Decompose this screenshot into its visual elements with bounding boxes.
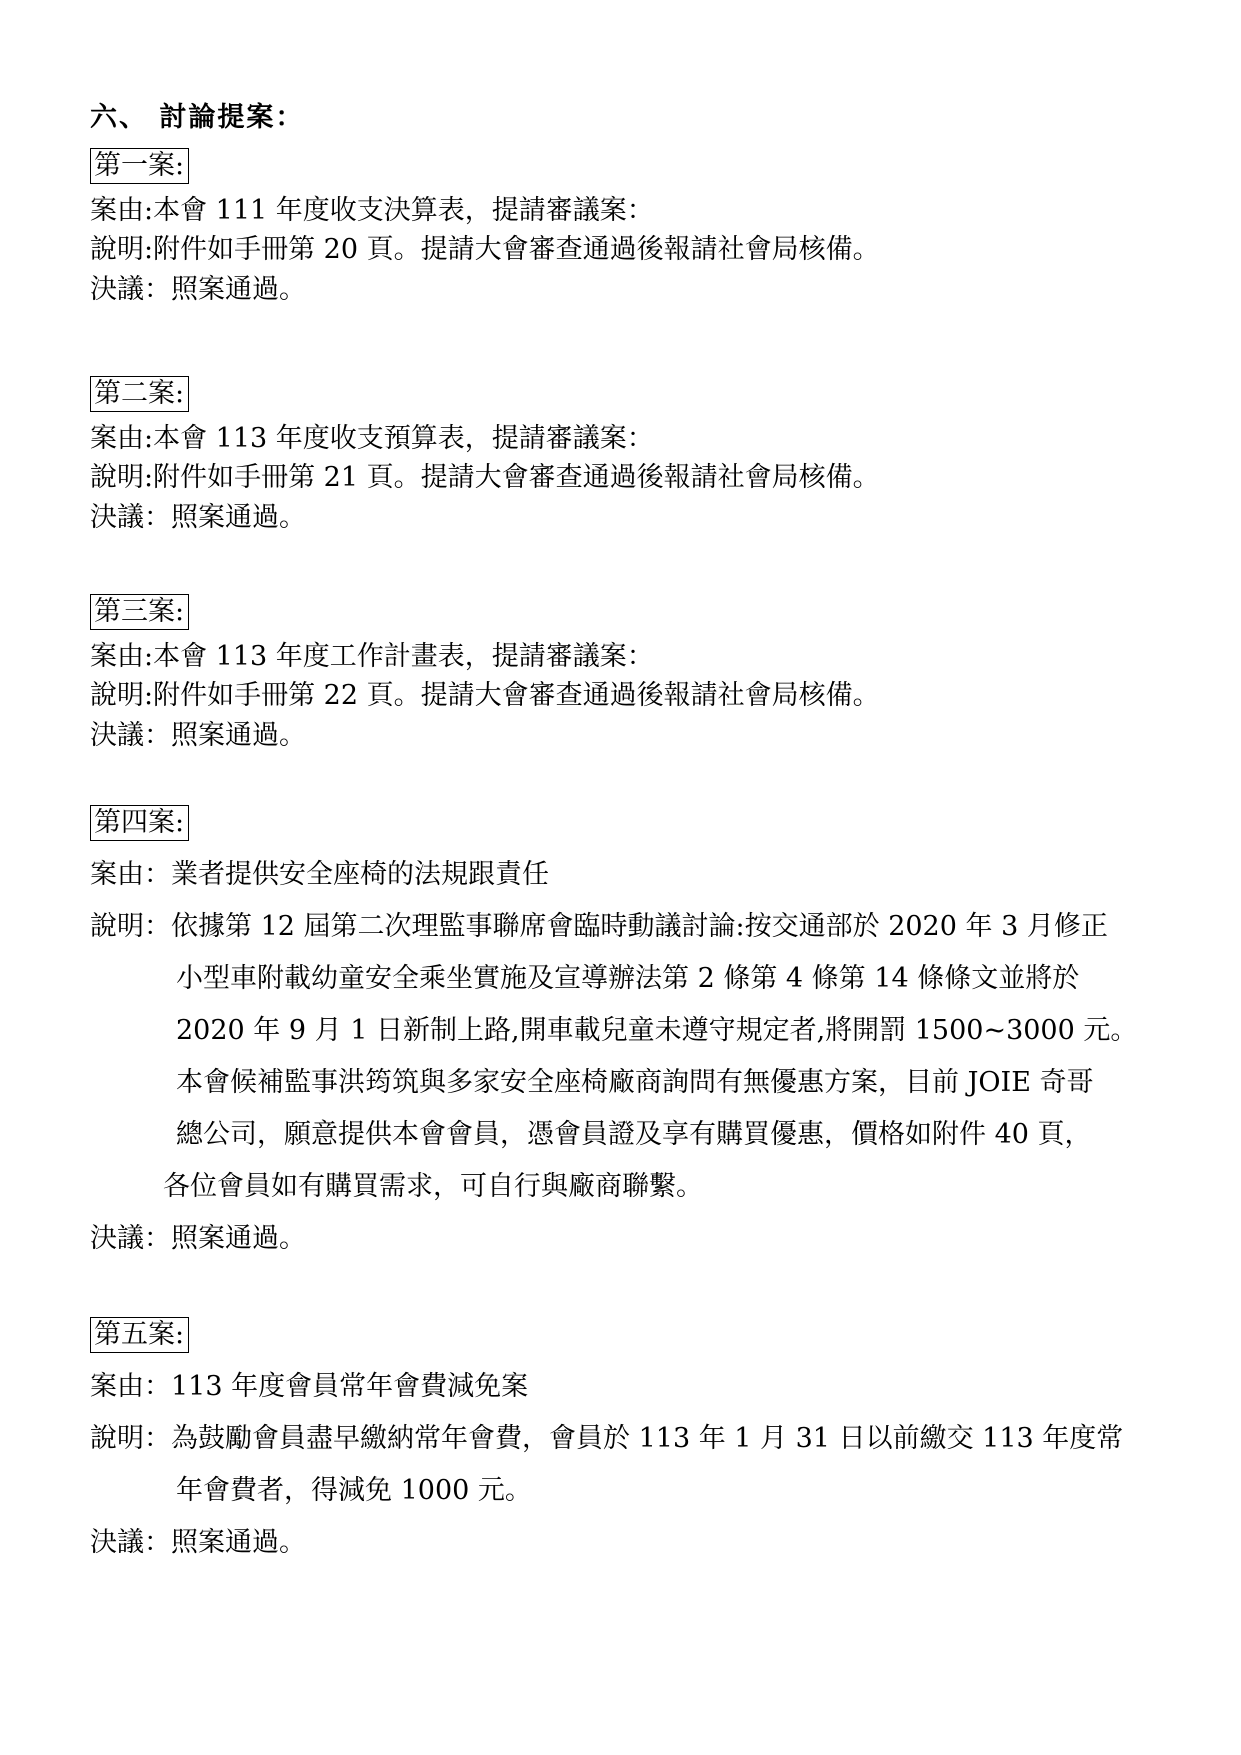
case-label-box: 第二案: <box>90 376 189 412</box>
case-reason: 案由:本會 113 年度工作計畫表，提請審議案： <box>90 641 654 672</box>
case-explanation-line: 小型車附載幼童安全乘坐實施及宣導辦法第 2 條第 4 條第 14 條條文並將於 <box>176 963 1080 994</box>
case-label-box: 第一案: <box>90 148 189 184</box>
case-reason: 案由:本會 111 年度收支決算表，提請審議案： <box>90 195 654 226</box>
case-reason: 案由：113 年度會員常年會費減免案 <box>90 1371 529 1402</box>
case-label-box: 第四案: <box>90 805 189 841</box>
case-resolution: 決議：照案通過。 <box>90 720 306 751</box>
case-explanation-line: 總公司，願意提供本會會員，憑會員證及享有購買優惠，價格如附件 40 頁， <box>176 1119 1092 1150</box>
case-resolution: 決議：照案通過。 <box>90 1527 306 1558</box>
case-resolution: 決議：照案通過。 <box>90 1223 306 1254</box>
case-resolution: 決議：照案通過。 <box>90 274 306 305</box>
case-label <box>90 1317 189 1353</box>
case-label-box: 第三案: <box>90 594 189 630</box>
case-resolution: 決議：照案通過。 <box>90 502 306 533</box>
case-explanation-line: 年會費者，得減免 1000 元。 <box>176 1475 532 1506</box>
case-reason: 案由：業者提供安全座椅的法規跟責任 <box>90 859 549 890</box>
section-title: 六、 討論提案： <box>90 102 305 133</box>
case-label-box: 第五案: <box>90 1317 189 1353</box>
case-explanation-line: 本會候補監事洪筠筑與多家安全座椅廠商詢問有無優惠方案，目前 JOIE 奇哥 <box>176 1067 1094 1098</box>
case-explanation: 說明:附件如手冊第 20 頁。提請大會審查通過後報請社會局核備。 <box>90 234 880 265</box>
case-label <box>90 594 189 630</box>
case-explanation-line: 2020 年 9 月 1 日新制上路,開車載兒童未遵守規定者,將開罰 1500~3000 元。 <box>176 1015 1138 1046</box>
case-explanation-line: 說明：為鼓勵會員盡早繳納常年會費，會員於 113 年 1 月 31 日以前繳交 113 年度常 <box>90 1423 1124 1454</box>
case-explanation-line: 各位會員如有購買需求，可自行與廠商聯繫。 <box>163 1171 703 1202</box>
case-explanation: 說明:附件如手冊第 21 頁。提請大會審查通過後報請社會局核備。 <box>90 462 880 493</box>
case-explanation-line: 說明：依據第 12 屆第二次理監事聯席會臨時動議討論:按交通部於 2020 年 3 月修正 <box>90 911 1108 942</box>
case-label <box>90 376 189 412</box>
case-reason: 案由:本會 113 年度收支預算表，提請審議案： <box>90 423 654 454</box>
case-explanation: 說明:附件如手冊第 22 頁。提請大會審查通過後報請社會局核備。 <box>90 680 880 711</box>
case-label <box>90 805 189 841</box>
case-label <box>90 148 189 184</box>
